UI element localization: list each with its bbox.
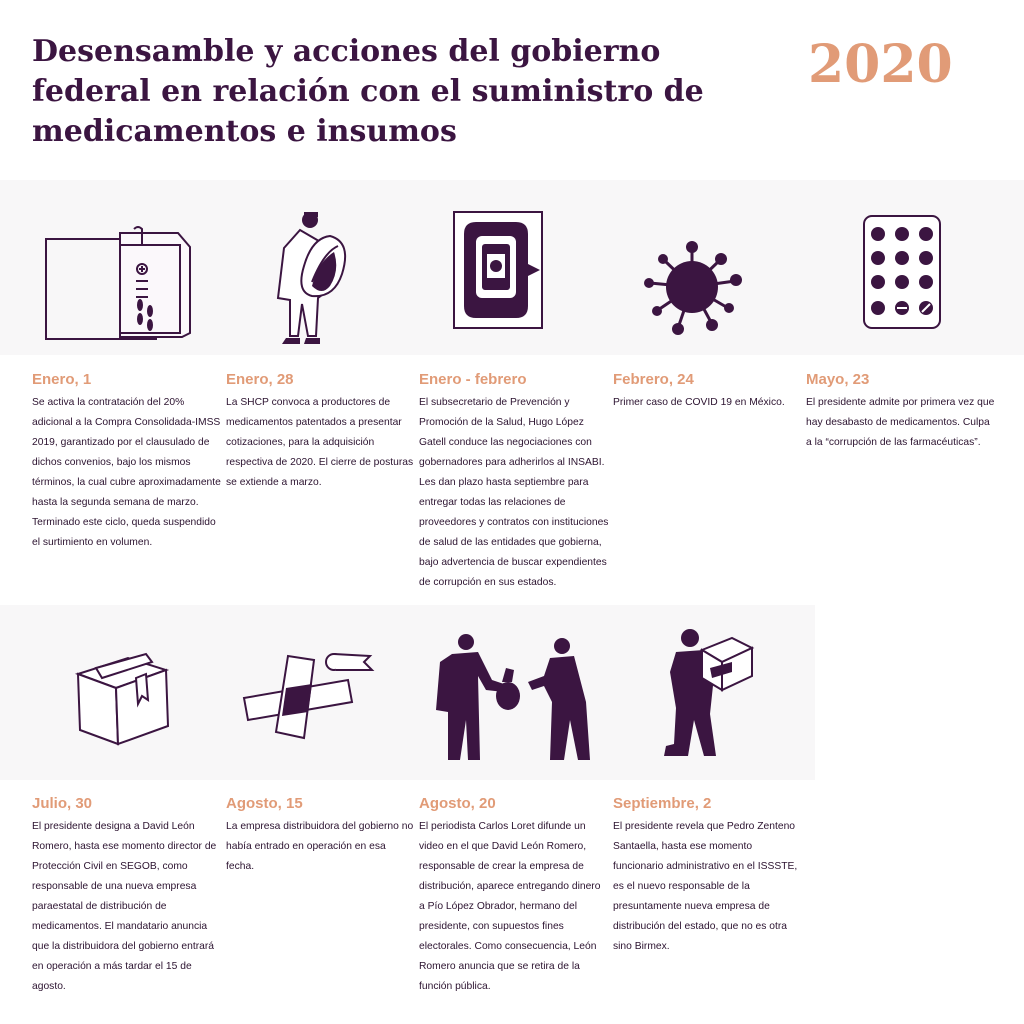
entry-date: Julio, 30: [32, 795, 93, 812]
entry-text: Primer caso de COVID 19 en México.: [613, 397, 785, 408]
entry-date: Agosto, 20: [419, 795, 496, 812]
page-title: Desensamble y acciones del gobierno federal en relación con el suministro de medicamentos e insumos: [32, 34, 704, 149]
entry-date: Septiembre, 2: [613, 795, 712, 812]
timeline-entry: [419, 370, 609, 593]
framed-speech-portrait-icon: [450, 208, 546, 332]
timeline-entry: [613, 794, 803, 957]
entry-text: El presidente designa a David León Romero, hasta ese momento director de Protección Civil en SEGOB, como responsable de una nueva empresa paraestatal de distribución de medicamentos. El mandatario anuncia que la distribuidora del gobierno entrará en operación a más tardar el 15 de agosto.: [32, 821, 217, 992]
virus-icon: [640, 238, 744, 336]
crossed-tape-icon: [238, 650, 378, 742]
timeline-entry: [226, 794, 416, 877]
year-label: 2020: [808, 34, 953, 95]
entry-date: Febrero, 24: [613, 371, 694, 388]
entry-date: Enero, 1: [32, 371, 92, 388]
empty-pill-blister-icon: [860, 212, 944, 332]
entry-text: El periodista Carlos Loret difunde un video en el que David León Romero, responsable de crear la empresa de distribución, aparece entregando dinero a Pío López Obrador, hermano del presidente, con supuestos fines electorales. Como consecuencia, León Romero anuncia que se retira de la función pública.: [419, 821, 601, 992]
timeline-entry: [32, 794, 222, 997]
cardboard-box-icon: [72, 648, 172, 748]
timeline-entry: [32, 370, 222, 553]
timeline-entry: [613, 370, 803, 413]
entry-text: Se activa la contratación del 20% adicional a la Compra Consolidada-IMSS 2019, garantizado por el clausulado de dichos convenios, bajo los mismos términos, la cual cubre aproximadamente hasta la segunda semana de marzo. Terminado este ciclo, queda suspendido el surtimiento en volumen.: [32, 397, 221, 548]
entry-date: Mayo, 23: [806, 371, 870, 388]
entry-date: Agosto, 15: [226, 795, 303, 812]
timeline-entry: [419, 794, 609, 997]
entry-text: La empresa distribuidora del gobierno no había entrado en operación en esa fecha.: [226, 821, 414, 872]
entry-text: El presidente revela que Pedro Zenteno Santaella, hasta ese momento funcionario administrativo en el ISSSTE, es el nuevo responsable de la presuntamente nueva empresa de distribución del estado, que no es otra sino Birmex.: [613, 821, 798, 952]
timeline-entry: [806, 370, 996, 453]
entry-text: El presidente admite por primera vez que hay desabasto de medicamentos. Culpa a la “corrupción de las farmacéuticas”.: [806, 397, 995, 448]
doctor-with-capsule-icon: [260, 208, 360, 350]
entry-text: El subsecretario de Prevención y Promoción de la Salud, Hugo López Gatell conduce las negociaciones con gobernadores para adherirlos al INSABI. Les dan plazo hasta septiembre para entregar todas las relaciones de proveedores y contratos con instituciones de salud de las entidades que gobierna, bajo advertencia de buscar expendientes de corrupción en sus estados.: [419, 397, 609, 588]
entry-date: Enero, 28: [226, 371, 294, 388]
money-bag-handoff-icon: [432, 632, 592, 762]
entry-text: La SHCP convoca a productores de medicamentos patentados a presentar cotizaciones, para la adquisición respectiva de 2020. El cierre de posturas se extiende a marzo.: [226, 397, 414, 488]
folder-document-icon: [40, 225, 195, 345]
entry-date: Enero - febrero: [419, 371, 527, 388]
timeline-entry: [226, 370, 416, 493]
man-carrying-box-icon: [660, 628, 756, 762]
